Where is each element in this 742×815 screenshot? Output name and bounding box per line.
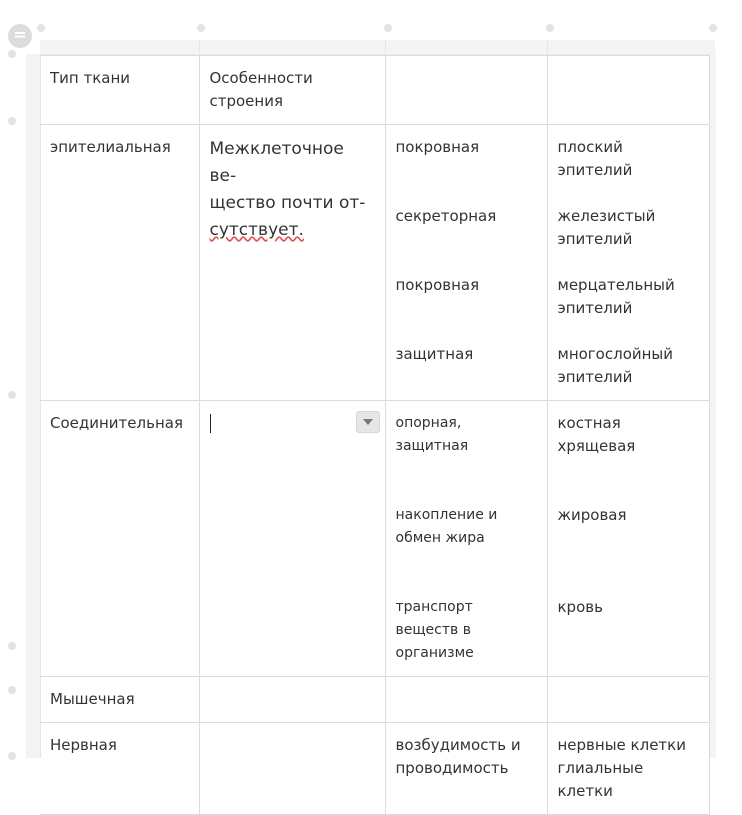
example-entry: мерцательный эпителий	[557, 276, 675, 317]
example-cell[interactable]	[547, 677, 709, 723]
function-cell[interactable]	[385, 723, 547, 815]
table-row	[40, 723, 709, 815]
function-entry: покровная	[395, 276, 480, 294]
header-cell-function[interactable]	[385, 56, 547, 125]
header-cell-example[interactable]	[547, 56, 709, 125]
function-entry: транспорт веществ в организме	[395, 599, 474, 661]
function-entry: возбудимость и проводимость	[395, 736, 521, 777]
chevron-down-icon[interactable]	[356, 411, 380, 433]
tissue-table	[40, 55, 710, 815]
row-handle-dot[interactable]	[8, 642, 16, 650]
example-cell[interactable]	[547, 125, 709, 401]
column-handle-dot[interactable]	[546, 24, 554, 32]
function-cell[interactable]	[385, 401, 547, 677]
table-row	[40, 125, 709, 401]
structure-text: Межклеточное ве- щество почти от- сутствует.	[209, 139, 366, 240]
block-menu-handle-icon[interactable]: =	[8, 24, 32, 48]
row-handle-dot[interactable]	[8, 117, 16, 125]
row-handle-dot[interactable]	[8, 391, 16, 399]
header-cell-structure[interactable]: Особенности строения	[199, 56, 385, 125]
example-entry: жировая	[557, 506, 627, 524]
function-entry: защитная	[395, 345, 474, 363]
function-cell[interactable]	[385, 125, 547, 401]
function-cell[interactable]	[385, 677, 547, 723]
example-entry: плоский эпителий	[557, 138, 633, 179]
example-cell[interactable]	[547, 401, 709, 677]
structure-cell[interactable]	[199, 677, 385, 723]
table-row	[40, 677, 709, 723]
function-entry: опорная, защитная	[395, 415, 469, 454]
table-resize-rail[interactable]	[709, 54, 716, 758]
example-entry: многослойный эпителий	[557, 345, 674, 386]
column-handle-dot[interactable]	[709, 24, 717, 32]
row-selector-rail[interactable]	[26, 54, 41, 758]
tissue-cell[interactable]: Нервная	[40, 723, 199, 815]
example-entry: костная хрящевая	[557, 414, 636, 455]
example-entry: железистый эпителий	[557, 207, 656, 248]
tissue-cell[interactable]: Соединительная	[40, 401, 199, 677]
structure-cell[interactable]	[199, 723, 385, 815]
column-selector-bar[interactable]	[40, 40, 715, 55]
example-entry: нервные клетки глиальные клетки	[557, 736, 686, 800]
table-row	[40, 401, 709, 677]
structure-cell-editing[interactable]	[199, 401, 385, 677]
structure-cell[interactable]	[199, 125, 385, 401]
function-entry: секреторная	[395, 207, 497, 225]
example-cell[interactable]	[547, 723, 709, 815]
table-row	[40, 56, 709, 125]
column-handle-dot[interactable]	[37, 24, 45, 32]
row-handle-dot[interactable]	[8, 752, 16, 760]
tissue-cell[interactable]: эпителиальная	[40, 125, 199, 401]
example-entry: кровь	[557, 598, 603, 616]
function-entry: накопление и обмен жира	[395, 507, 498, 546]
column-handle-dot[interactable]	[197, 24, 205, 32]
row-handle-dot[interactable]	[8, 50, 16, 58]
tissue-cell[interactable]: Мышечная	[40, 677, 199, 723]
header-cell-tissue-type[interactable]: Тип ткани	[40, 56, 199, 125]
row-handle-dot[interactable]	[8, 686, 16, 694]
function-entry: покровная	[395, 138, 480, 156]
text-caret	[210, 414, 211, 433]
column-handle-dot[interactable]	[384, 24, 392, 32]
